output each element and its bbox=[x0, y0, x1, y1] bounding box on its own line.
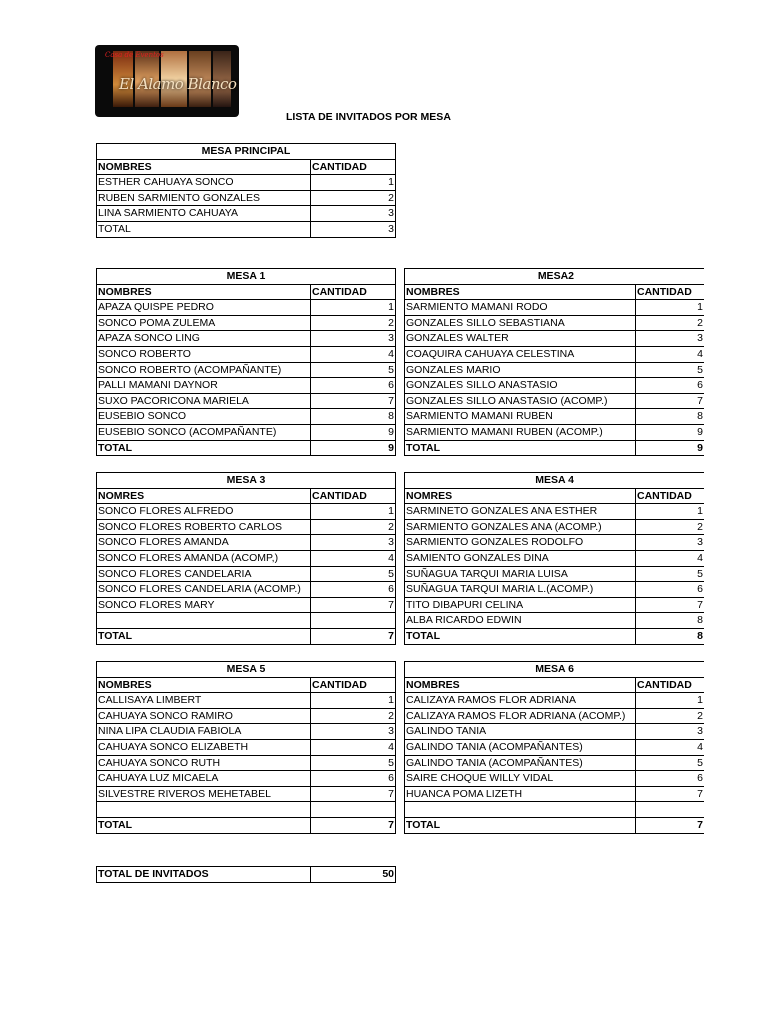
guest-count: 8 bbox=[311, 409, 396, 425]
table-row bbox=[405, 409, 705, 425]
guest-name: COAQUIRA CAHUAYA CELESTINA bbox=[405, 346, 636, 362]
total-label: TOTAL bbox=[97, 440, 311, 456]
total-label: TOTAL bbox=[97, 817, 311, 833]
page-title: LISTA DE INVITADOS POR MESA bbox=[286, 111, 451, 123]
column-header-cantidad: CANTIDAD bbox=[636, 677, 705, 693]
column-header-cantidad: CANTIDAD bbox=[636, 284, 705, 300]
guest-name: SAIRE CHOQUE WILLY VIDAL bbox=[405, 771, 636, 787]
total-value: 3 bbox=[311, 221, 396, 237]
table-row bbox=[405, 362, 705, 378]
table-row bbox=[405, 708, 705, 724]
mesa-1-table bbox=[96, 268, 396, 456]
guest-count: 5 bbox=[311, 755, 396, 771]
table-row bbox=[97, 708, 396, 724]
grand-total-label: TOTAL DE INVITADOS bbox=[97, 867, 311, 883]
guest-name: SAMIENTO GONZALES DINA bbox=[405, 550, 636, 566]
total-value: 7 bbox=[636, 817, 705, 833]
guest-count: 4 bbox=[311, 739, 396, 755]
guest-name: PALLI MAMANI DAYNOR bbox=[97, 378, 311, 394]
guest-name: SUÑAGUA TARQUI MARIA LUISA bbox=[405, 566, 636, 582]
table-row bbox=[97, 613, 396, 629]
table-row bbox=[97, 739, 396, 755]
guest-count: 2 bbox=[311, 708, 396, 724]
table-row bbox=[97, 504, 396, 520]
column-header-cantidad: CANTIDAD bbox=[311, 677, 396, 693]
guest-count: 2 bbox=[636, 708, 705, 724]
table-row bbox=[405, 739, 705, 755]
guest-name: CALLISAYA LIMBERT bbox=[97, 693, 311, 709]
table-row bbox=[97, 378, 396, 394]
table-row bbox=[97, 755, 396, 771]
guest-count: 2 bbox=[311, 315, 396, 331]
guest-count bbox=[311, 613, 396, 629]
guest-count: 3 bbox=[636, 331, 705, 347]
guest-name: SONCO FLORES CANDELARIA (ACOMP.) bbox=[97, 582, 311, 598]
guest-name: GONZALES SILLO SEBASTIANA bbox=[405, 315, 636, 331]
guest-count: 6 bbox=[311, 582, 396, 598]
total-label: TOTAL bbox=[405, 628, 636, 644]
guest-name: GONZALES SILLO ANASTASIO (ACOMP.) bbox=[405, 393, 636, 409]
column-header-nombres: NOMBRES bbox=[405, 677, 636, 693]
guest-count bbox=[311, 802, 396, 818]
guest-name: ESTHER CAHUAYA SONCO bbox=[97, 175, 311, 191]
table-row bbox=[405, 755, 705, 771]
guest-name: SONCO FLORES ALFREDO bbox=[97, 504, 311, 520]
total-value: 8 bbox=[636, 628, 705, 644]
table-row bbox=[97, 300, 396, 316]
guest-name: SARMIENTO MAMANI RODO bbox=[405, 300, 636, 316]
guest-count: 6 bbox=[311, 771, 396, 787]
guest-count: 2 bbox=[636, 315, 705, 331]
table-row bbox=[97, 582, 396, 598]
guest-name bbox=[97, 613, 311, 629]
guest-count: 7 bbox=[311, 597, 396, 613]
guest-name: SONCO ROBERTO (ACOMPAÑANTE) bbox=[97, 362, 311, 378]
table-caption: MESA2 bbox=[405, 269, 705, 285]
guest-count: 6 bbox=[636, 582, 705, 598]
guest-count: 3 bbox=[636, 535, 705, 551]
total-value: 7 bbox=[311, 628, 396, 644]
table-row bbox=[405, 346, 705, 362]
guest-name: GALINDO TANIA bbox=[405, 724, 636, 740]
table-row bbox=[405, 582, 705, 598]
guest-name: CAHUAYA SONCO RUTH bbox=[97, 755, 311, 771]
column-header-cantidad: CANTIDAD bbox=[311, 284, 396, 300]
column-header-nombres: NOMRES bbox=[405, 488, 636, 504]
table-row bbox=[97, 315, 396, 331]
table-row bbox=[405, 802, 705, 818]
mesa-3-table bbox=[96, 472, 396, 645]
guest-name: GONZALES WALTER bbox=[405, 331, 636, 347]
column-header-nombres: NOMBRES bbox=[405, 284, 636, 300]
guest-count bbox=[636, 802, 705, 818]
guest-count: 5 bbox=[636, 362, 705, 378]
guest-name: EUSEBIO SONCO (ACOMPAÑANTE) bbox=[97, 424, 311, 440]
table-row bbox=[405, 771, 705, 787]
guest-name: EUSEBIO SONCO bbox=[97, 409, 311, 425]
column-header-cantidad: CANTIDAD bbox=[636, 488, 705, 504]
table-row bbox=[405, 378, 705, 394]
guest-count: 3 bbox=[311, 535, 396, 551]
mesa-4-table bbox=[404, 472, 704, 645]
table-row bbox=[405, 597, 705, 613]
guest-name: SUÑAGUA TARQUI MARIA L.(ACOMP.) bbox=[405, 582, 636, 598]
table-row bbox=[405, 504, 705, 520]
table-row bbox=[405, 724, 705, 740]
guest-count: 5 bbox=[311, 362, 396, 378]
guest-count: 7 bbox=[636, 393, 705, 409]
table-row bbox=[405, 393, 705, 409]
guest-count: 3 bbox=[311, 724, 396, 740]
table-row bbox=[97, 786, 396, 802]
table-row bbox=[97, 362, 396, 378]
guest-count: 6 bbox=[636, 771, 705, 787]
guest-count: 7 bbox=[636, 597, 705, 613]
guest-count: 7 bbox=[636, 786, 705, 802]
guest-count: 3 bbox=[311, 206, 396, 222]
guest-name: SONCO POMA ZULEMA bbox=[97, 315, 311, 331]
guest-count: 4 bbox=[311, 550, 396, 566]
table-row bbox=[97, 519, 396, 535]
total-value: 9 bbox=[311, 440, 396, 456]
guest-name: CAHUAYA SONCO ELIZABETH bbox=[97, 739, 311, 755]
guest-name: SARMINETO GONZALES ANA ESTHER bbox=[405, 504, 636, 520]
guest-count: 7 bbox=[311, 393, 396, 409]
total-row bbox=[97, 440, 396, 456]
guest-count: 9 bbox=[311, 424, 396, 440]
guest-count: 6 bbox=[636, 378, 705, 394]
table-row bbox=[97, 597, 396, 613]
guest-name: SONCO FLORES AMANDA (ACOMP,) bbox=[97, 550, 311, 566]
mesa-6-table bbox=[404, 661, 704, 834]
column-header-nombres: NOMBRES bbox=[97, 284, 311, 300]
guest-name: HUANCA POMA LIZETH bbox=[405, 786, 636, 802]
table-row bbox=[405, 535, 705, 551]
table-row bbox=[405, 424, 705, 440]
guest-name: CAHUAYA LUZ MICAELA bbox=[97, 771, 311, 787]
guest-name: APAZA QUISPE PEDRO bbox=[97, 300, 311, 316]
table-row bbox=[405, 566, 705, 582]
table-row bbox=[405, 786, 705, 802]
column-header-nombres: NOMBRES bbox=[97, 677, 311, 693]
guest-count: 3 bbox=[636, 724, 705, 740]
guest-count: 1 bbox=[636, 300, 705, 316]
table-row bbox=[97, 424, 396, 440]
guest-count: 5 bbox=[636, 566, 705, 582]
table-row bbox=[405, 693, 705, 709]
guest-name: GALINDO TANIA (ACOMPAÑANTES) bbox=[405, 739, 636, 755]
guest-count: 2 bbox=[636, 519, 705, 535]
total-label: TOTAL bbox=[405, 817, 636, 833]
guest-name: SARMIENTO GONZALES ANA (ACOMP.) bbox=[405, 519, 636, 535]
guest-count: 2 bbox=[311, 190, 396, 206]
guest-name: SARMIENTO GONZALES RODOLFO bbox=[405, 535, 636, 551]
total-invitados-table bbox=[96, 866, 396, 883]
guest-name: LINA SARMIENTO CAHUAYA bbox=[97, 206, 311, 222]
table-caption: MESA 5 bbox=[97, 662, 396, 678]
guest-name: SONCO FLORES AMANDA bbox=[97, 535, 311, 551]
table-row bbox=[97, 693, 396, 709]
column-header-nombres: NOMRES bbox=[97, 488, 311, 504]
total-row bbox=[405, 440, 705, 456]
guest-name: APAZA SONCO LING bbox=[97, 331, 311, 347]
guest-name bbox=[405, 802, 636, 818]
total-label: TOTAL bbox=[405, 440, 636, 456]
guest-count: 1 bbox=[311, 504, 396, 520]
column-header-nombres: NOMBRES bbox=[97, 159, 311, 175]
guest-name: SONCO FLORES CANDELARIA bbox=[97, 566, 311, 582]
guest-name: RUBEN SARMIENTO GONZALES bbox=[97, 190, 311, 206]
guest-name: SONCO ROBERTO bbox=[97, 346, 311, 362]
guest-count: 8 bbox=[636, 613, 705, 629]
guest-count: 1 bbox=[311, 175, 396, 191]
guest-count: 1 bbox=[636, 504, 705, 520]
total-label: TOTAL bbox=[97, 221, 311, 237]
total-value: 9 bbox=[636, 440, 705, 456]
mesa-2-table bbox=[404, 268, 704, 456]
table-caption: MESA 6 bbox=[405, 662, 705, 678]
guest-count: 1 bbox=[636, 693, 705, 709]
guest-name: SILVESTRE RIVEROS MEHETABEL bbox=[97, 786, 311, 802]
guest-count: 4 bbox=[636, 550, 705, 566]
guest-count: 7 bbox=[311, 786, 396, 802]
guest-name: GONZALES SILLO ANASTASIO bbox=[405, 378, 636, 394]
guest-count: 6 bbox=[311, 378, 396, 394]
table-row bbox=[405, 331, 705, 347]
table-row bbox=[405, 550, 705, 566]
total-value: 7 bbox=[311, 817, 396, 833]
table-row bbox=[97, 409, 396, 425]
guest-name: CALIZAYA RAMOS FLOR ADRIANA (ACOMP.) bbox=[405, 708, 636, 724]
guest-count: 4 bbox=[636, 739, 705, 755]
table-row bbox=[97, 393, 396, 409]
guest-name: CALIZAYA RAMOS FLOR ADRIANA bbox=[405, 693, 636, 709]
table-caption: MESA 3 bbox=[97, 473, 396, 489]
table-row bbox=[97, 331, 396, 347]
table-row bbox=[97, 566, 396, 582]
guest-name: TITO DIBAPURI CELINA bbox=[405, 597, 636, 613]
guest-count: 2 bbox=[311, 519, 396, 535]
guest-name: CAHUAYA SONCO RAMIRO bbox=[97, 708, 311, 724]
grand-total-value: 50 bbox=[311, 867, 396, 883]
guest-name: SONCO FLORES ROBERTO CARLOS bbox=[97, 519, 311, 535]
column-header-cantidad: CANTIDAD bbox=[311, 488, 396, 504]
table-caption: MESA PRINCIPAL bbox=[97, 144, 396, 160]
table-caption: MESA 1 bbox=[97, 269, 396, 285]
guest-name: SUXO PACORICONA MARIELA bbox=[97, 393, 311, 409]
table-row bbox=[405, 315, 705, 331]
total-row bbox=[405, 817, 705, 833]
guest-count: 9 bbox=[636, 424, 705, 440]
guest-count: 4 bbox=[636, 346, 705, 362]
table-row bbox=[405, 300, 705, 316]
guest-name: SARMIENTO MAMANI RUBEN (ACOMP.) bbox=[405, 424, 636, 440]
guest-count: 5 bbox=[311, 566, 396, 582]
table-row bbox=[97, 535, 396, 551]
table-row bbox=[97, 346, 396, 362]
table-row bbox=[405, 613, 705, 629]
logo-brand-text: El Alamo Blanco bbox=[119, 75, 237, 93]
guest-name bbox=[97, 802, 311, 818]
table-row bbox=[97, 802, 396, 818]
table-row bbox=[97, 771, 396, 787]
guest-name: SONCO FLORES MARY bbox=[97, 597, 311, 613]
table-row bbox=[405, 519, 705, 535]
total-row bbox=[97, 628, 396, 644]
guest-name: NINA LIPA CLAUDIA FABIOLA bbox=[97, 724, 311, 740]
total-row bbox=[405, 628, 705, 644]
guest-name: GONZALES MARIO bbox=[405, 362, 636, 378]
table-row bbox=[97, 550, 396, 566]
guest-count: 5 bbox=[636, 755, 705, 771]
guest-count: 1 bbox=[311, 300, 396, 316]
column-header-cantidad: CANTIDAD bbox=[311, 159, 396, 175]
guest-name: GALINDO TANIA (ACOMPAÑANTES) bbox=[405, 755, 636, 771]
guest-count: 3 bbox=[311, 331, 396, 347]
total-row bbox=[97, 817, 396, 833]
table-row bbox=[97, 724, 396, 740]
guest-name: SARMIENTO MAMANI RUBEN bbox=[405, 409, 636, 425]
total-label: TOTAL bbox=[97, 628, 311, 644]
guest-count: 8 bbox=[636, 409, 705, 425]
guest-count: 1 bbox=[311, 693, 396, 709]
logo-script-text: Casa de Eventos bbox=[105, 51, 164, 59]
mesa-5-table bbox=[96, 661, 396, 834]
guest-name: ALBA RICARDO EDWIN bbox=[405, 613, 636, 629]
guest-count: 4 bbox=[311, 346, 396, 362]
table-caption: MESA 4 bbox=[405, 473, 705, 489]
